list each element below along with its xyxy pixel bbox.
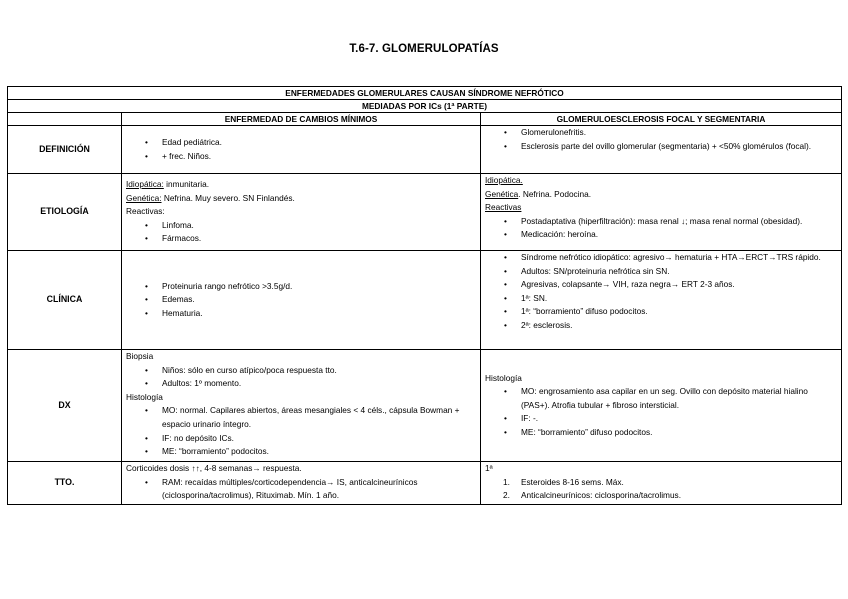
table-header-main: ENFERMEDADES GLOMERULARES CAUSAN SÍNDROME NEFRÓTICO [8,87,842,100]
histologia-label: Histología [126,391,163,402]
list-item: 2. Anticalcineurínicos: ciclosporina/tacrolimus. [485,489,837,503]
bullet-list [126,476,476,503]
bullet-list [485,126,837,153]
genetica-line [126,192,476,206]
list-item: • Niños: sólo en curso atípico/poca respuesta tto. [126,364,476,378]
table-subheader-row [8,100,842,113]
table-header-sub: MEDIADAS POR ICs (1ª PARTE) [8,100,842,113]
idiopatica-line [126,178,476,192]
biopsia-label: Biopsia [126,351,154,361]
list-item: • Edemas. [126,293,476,307]
empty-corner-cell [8,113,122,126]
cell-clinica-gefs [481,251,842,350]
idiopatica-label: Idiopática: [126,179,164,190]
list-item: • 1ª: SN. [485,292,837,306]
list-item: • Linfoma. [126,219,476,233]
row-label-clinica: CLÍNICA [8,251,122,350]
list-item: • Adultos: SN/proteinuria nefrótica sin SN. [485,265,837,279]
bullet-list [126,404,476,458]
idiopatica-label: Idiopática. [485,175,523,185]
list-item: • IF: no depósito ICs. [126,432,476,446]
genetica-label: Genética: [126,192,162,203]
column-header-row [8,113,842,126]
list-item: • Fármacos. [126,232,476,246]
list-item: • Esclerosis parte del ovillo glomerular (segmentaria) + <50% glomérulos (focal). [485,140,837,154]
cell-dx-gefs [481,350,842,462]
cell-clinica-cm [122,251,481,350]
row-label-definicion: DEFINICIÓN [8,126,122,174]
table-row [8,251,842,350]
list-item: • IF: -. [485,412,837,426]
table-row [8,350,842,462]
table-row [8,174,842,251]
numbered-list [485,476,837,503]
histologia-label: Histología [485,372,522,383]
bullet-list [126,136,476,163]
list-item: • Glomerulonefritis. [485,126,837,140]
bullet-list [126,364,476,391]
list-item: • MO: normal. Capilares abiertos, áreas mesangiales < 4 céls., cápsula Bowman + espacio urinario íntegro. [126,404,476,431]
list-item: • Medicación: heroína. [485,228,837,242]
reactivas-label: Reactivas: [126,206,165,217]
list-item: 1. Esteroides 8-16 sems. Máx. [485,476,837,490]
list-item: • RAM: recaídas múltiples/corticodependencia→ IS, anticalcineurínicos (ciclosporina/tacrolimus), Rituximab. Mín. 1 año. [126,476,476,503]
list-item: • Proteinuria rango nefrótico >3.5g/d. [126,280,476,294]
bullet-list [126,280,476,321]
row-label-etiologia: ETIOLOGÍA [8,174,122,251]
cell-etiologia-cm [122,174,481,251]
list-item: • Agresivas, colapsante→ VIH, raza negra→ ERT 2-3 años. [485,278,837,292]
idiopatica-text: inmunitaria. [163,179,210,190]
list-item: • + frec. Niños. [126,150,476,164]
list-item: • ME: “borramiento” podocitos. [126,445,476,459]
table-row [8,462,842,505]
column-header-gefs: GLOMERULOESCLEROSIS FOCAL Y SEGMENTARIA [481,113,842,126]
column-header-cambios-minimos: ENFERMEDAD DE CAMBIOS MÍNIMOS [122,113,481,126]
table-header-row [8,87,842,100]
row-label-tto: TTO. [8,462,122,505]
bullet-list [485,251,837,333]
glomerulopathies-table [7,86,842,505]
cell-tto-gefs [481,462,842,505]
cell-etiologia-gefs [481,174,842,251]
reactivas-label: Reactivas [485,202,522,213]
table-row [8,126,842,174]
list-item: • Adultos: 1º momento. [126,377,476,391]
list-item: • Postadaptativa (hiperfiltración): masa renal ↓; masa renal normal (obesidad). [485,215,837,229]
cell-tto-cm [122,462,481,505]
list-item: • Edad pediátrica. [126,136,476,150]
genetica-text: Nefrina. Muy severo. SN Finlandés. [161,192,295,203]
list-item: • 1ª: “borramiento” difuso podocitos. [485,305,837,319]
cell-dx-cm [122,350,481,462]
tto-line: 1ª [485,463,493,473]
cell-definicion-gefs [481,126,842,174]
list-item: • Hematuria. [126,307,476,321]
row-label-dx: DX [8,350,122,462]
bullet-list [126,219,476,246]
cell-definicion-cm [122,126,481,174]
list-item: • MO: engrosamiento asa capilar en un seg. Ovillo con depósito material hialino (PAS+). Atrofia tubular + fibroso intersticial. [485,385,837,412]
page-title: T.6-7. GLOMERULOPATÍAS [349,43,499,55]
list-item: • ME: “borramiento” difuso podocitos. [485,426,837,440]
tto-line: Corticoides dosis ↑↑, 4-8 semanas→ respuesta. [126,463,302,473]
list-item: • 2ª: esclerosis. [485,319,837,333]
genetica-text: . Nefrina. Podocina. [518,188,592,199]
bullet-list [485,215,837,242]
genetica-label: Genética [485,188,519,199]
bullet-list [485,385,837,439]
list-item: • Síndrome nefrótico idiopático: agresivo→ hematuria + HTA→ERCT→TRS rápido. [485,251,837,265]
genetica-line [485,188,837,202]
